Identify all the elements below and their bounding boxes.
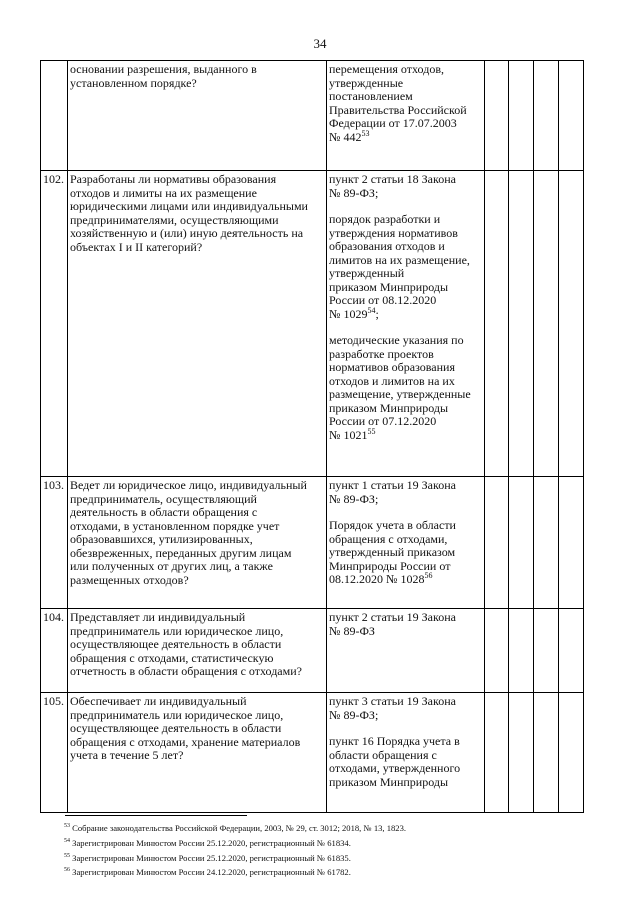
question-text: Обеспечивает ли индивидуальный предприниматель или юридическое лицо, осуществляющее деятельность в области обращения с отходами, хранение материалов учета в течение 5 лет? bbox=[68, 693, 327, 813]
footnote-text: Собрание законодательства Российской Федерации, 2003, № 29, ст. 3012; 2018, № 13, 1823. bbox=[72, 823, 407, 833]
legal-requirements bbox=[327, 171, 485, 477]
answer-cell[interactable] bbox=[534, 693, 559, 813]
requirement-text: пункт 1 статьи 19 Закона № 89-ФЗ; bbox=[329, 478, 456, 506]
answer-cell[interactable] bbox=[509, 171, 534, 477]
requirement-item bbox=[329, 479, 482, 506]
requirement-text: методические указания по разработке проектов нормативов образования отходов и лимитов на их размещение, утвержденные приказом Минприроды России от 07.12.2020 № 1021 bbox=[329, 333, 471, 442]
footnote-text: Зарегистрирован Минюстом России 24.12.2020, регистрационный № 61782. bbox=[72, 867, 351, 878]
footnote-number: 55 bbox=[64, 852, 70, 859]
answer-cell[interactable] bbox=[559, 61, 584, 171]
checklist-rows bbox=[41, 61, 584, 813]
answer-cell[interactable] bbox=[559, 477, 584, 609]
footnote-ref: 56 bbox=[424, 571, 433, 580]
requirement-item bbox=[329, 735, 482, 789]
requirement-item bbox=[329, 173, 482, 200]
legal-requirements bbox=[327, 477, 485, 609]
footnote-text: Зарегистрирован Минюстом России 25.12.2020, регистрационный № 61834. bbox=[72, 837, 351, 848]
requirement-text: порядок разработки и утверждения нормативов образования отходов и лимитов на их размещение, утвержденный приказом Минприроды России от 08.12.2020 № 1029 bbox=[329, 212, 470, 321]
question-text: Ведет ли юридическое лицо, индивидуальный предприниматель, осуществляющий деятельность в области обращения с отходами, в установленном порядке учет образовавшихся, утилизированных, обезвреженных, переданных другим лицам или полученных от других лиц, а также размещенных отходов? bbox=[68, 477, 327, 609]
requirement-item bbox=[329, 334, 482, 442]
requirement-text: перемещения отходов, утвержденные постановлением Правительства Российской Федерации от 17.07.2003 № 442 bbox=[329, 62, 467, 144]
item-number: 105. bbox=[41, 693, 68, 813]
footnote bbox=[64, 821, 584, 836]
question-text: Представляет ли индивидуальный предприниматель или юридическое лицо, осуществляющее деятельность в области обращения с отходами, статистическую отчетность в области обращения с отходами? bbox=[68, 609, 327, 693]
checklist-row bbox=[41, 609, 584, 693]
footnote-text: Зарегистрирован Минюстом России 25.12.2020, регистрационный № 61835. bbox=[72, 852, 351, 863]
footnote-number: 53 bbox=[64, 823, 70, 830]
requirement-text: пункт 2 статьи 18 Закона № 89-ФЗ; bbox=[329, 172, 456, 200]
answer-cell[interactable] bbox=[485, 693, 509, 813]
footnote-ref: 54 bbox=[367, 305, 376, 315]
page-number: 34 bbox=[313, 36, 327, 51]
answer-cell[interactable] bbox=[559, 609, 584, 693]
requirement-item bbox=[329, 611, 482, 638]
requirement-text: Порядок учета в области обращения с отходами, утвержденный приказом Минприроды России от 08.12.2020 № 1028 bbox=[329, 518, 456, 586]
checklist-row bbox=[41, 693, 584, 813]
checklist-row bbox=[41, 477, 584, 609]
requirement-item bbox=[329, 63, 482, 144]
checklist-row bbox=[41, 171, 584, 477]
item-number: 103. bbox=[41, 477, 68, 609]
requirement-text: пункт 3 статьи 19 Закона № 89-ФЗ; bbox=[329, 694, 456, 722]
question-text: Разработаны ли нормативы образования отходов и лимиты на их размещение юридическими лицами или индивидуальными предпринимателями, осуществляющими хозяйственную и (или) иную деятельность на объектах I и II категорий? bbox=[68, 171, 327, 477]
answer-cell[interactable] bbox=[509, 477, 534, 609]
checklist-table bbox=[40, 60, 584, 813]
footnotes bbox=[64, 821, 584, 880]
footnote-ref: 55 bbox=[367, 426, 376, 436]
answer-cell[interactable] bbox=[485, 171, 509, 477]
answer-cell[interactable] bbox=[559, 171, 584, 477]
answer-cell[interactable] bbox=[534, 61, 559, 171]
answer-cell[interactable] bbox=[485, 609, 509, 693]
footnote-ref: 53 bbox=[361, 128, 370, 138]
footnote bbox=[64, 851, 584, 866]
requirement-item bbox=[329, 519, 482, 587]
question-text: основании разрешения, выданного в установленном порядке? bbox=[68, 61, 327, 171]
answer-cell[interactable] bbox=[485, 477, 509, 609]
answer-cell[interactable] bbox=[534, 477, 559, 609]
answer-cell[interactable] bbox=[509, 61, 534, 171]
requirement-text: пункт 16 Порядка учета в области обращения с отходами, утвержденного приказом Минприроды bbox=[329, 734, 461, 789]
footnote-separator bbox=[65, 815, 247, 816]
item-number bbox=[41, 61, 68, 171]
requirement-item bbox=[329, 213, 482, 321]
requirement-punctuation: ; bbox=[375, 306, 379, 321]
legal-requirements bbox=[327, 609, 485, 693]
requirement-text: пункт 2 статьи 19 Закона № 89-ФЗ bbox=[329, 610, 456, 638]
footnote-number: 54 bbox=[64, 837, 70, 844]
item-number: 102. bbox=[41, 171, 68, 477]
answer-cell[interactable] bbox=[509, 609, 534, 693]
footnote bbox=[64, 836, 584, 851]
answer-cell[interactable] bbox=[534, 609, 559, 693]
requirement-item bbox=[329, 695, 482, 722]
footnote bbox=[64, 865, 584, 880]
answer-cell[interactable] bbox=[509, 693, 534, 813]
checklist-row bbox=[41, 61, 584, 171]
answer-cell[interactable] bbox=[534, 171, 559, 477]
answer-cell[interactable] bbox=[559, 693, 584, 813]
legal-requirements bbox=[327, 693, 485, 813]
legal-requirements bbox=[327, 61, 485, 171]
item-number: 104. bbox=[41, 609, 68, 693]
footnote-number: 56 bbox=[64, 867, 70, 874]
answer-cell[interactable] bbox=[485, 61, 509, 171]
